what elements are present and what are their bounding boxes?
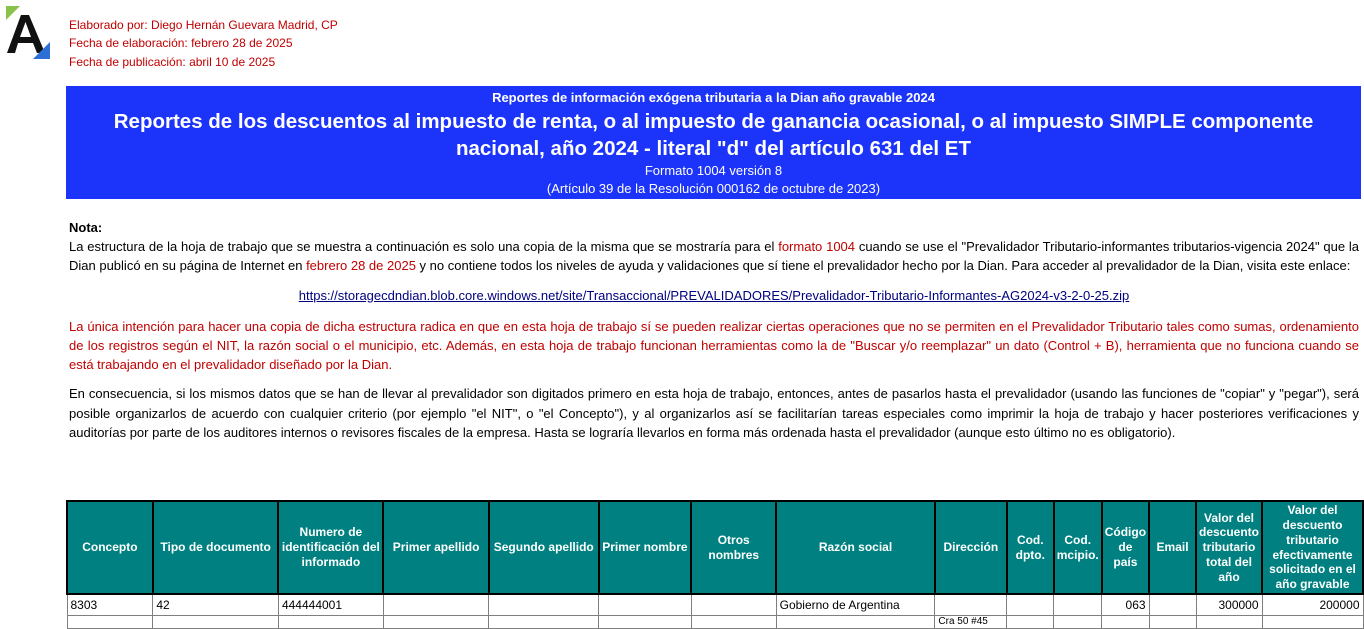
table-cell[interactable]: 200000 <box>1262 594 1363 616</box>
publication-date: Fecha de publicación: abril 10 de 2025 <box>69 54 276 69</box>
prevalidador-link[interactable]: https://storagecdndian.blob.core.windows.net/site/Transaccional/PREVALIDADORES/Prevalidador-Tributario-Informantes-AG2024-v3-2-0-25.zip <box>298 287 1130 303</box>
link-line <box>69 286 1359 305</box>
document-metadata <box>69 16 338 71</box>
table-cell[interactable] <box>489 594 599 616</box>
col-direccion[interactable]: Dirección <box>935 501 1007 594</box>
col-razon-social[interactable]: Razón social <box>776 501 935 594</box>
table-cell[interactable] <box>776 616 935 629</box>
table-cell[interactable] <box>1054 616 1102 629</box>
table-row <box>67 594 1363 616</box>
author-line: Elaborado por: Diego Hernán Guevara Madrid, CP <box>69 18 338 32</box>
note-paragraph-1 <box>69 237 1359 275</box>
table-cell[interactable]: 42 <box>153 594 279 616</box>
col-numero-identificacion[interactable]: Numero de identificación del informado <box>278 501 383 594</box>
table-cell[interactable] <box>599 594 692 616</box>
table-cell[interactable] <box>1054 594 1102 616</box>
col-email[interactable]: Email <box>1149 501 1196 594</box>
table-cell[interactable]: 444444001 <box>278 594 383 616</box>
title-banner <box>66 86 1361 199</box>
table-cell[interactable] <box>599 616 692 629</box>
table-cell[interactable] <box>1149 594 1196 616</box>
col-concepto[interactable]: Concepto <box>67 501 153 594</box>
note-paragraph-2: La única intención para hacer una copia de dicha estructura radica en que en esta hoja de trabajo sí se pueden realizar ciertas operaciones que no se permiten en el Prevalidador Tributario tales como sumas, ordenamiento de los registros según el NIT, la razón social o el municipio, etc. Además, en esta hoja de trabajo funcionan herramientas como la de "Buscar y/o reemplazar" un dato (Control + B), herramienta que no funciona cuando se está trabajando en el prevalidador diseñado por la Dian. <box>69 318 1359 373</box>
format-highlight: formato 1004 <box>778 239 856 255</box>
col-valor-descuento-solicitado[interactable]: Valor del descuento tributario efectivamente solicitado en el año gravable <box>1262 501 1363 594</box>
col-cod-dpto[interactable]: Cod. dpto. <box>1007 501 1054 594</box>
col-codigo-pais[interactable]: Código de país <box>1102 501 1149 594</box>
table-cell[interactable] <box>1007 594 1054 616</box>
table-cell[interactable] <box>67 616 153 629</box>
note-text: cuando se use el "Prevalidador Tributario-informantes tributarios-vigencia 2024" que la Dian publicó en su página de Internet en <box>69 239 1360 274</box>
note-section <box>69 218 1359 442</box>
table-cell[interactable] <box>691 616 776 629</box>
note-text: La estructura de la hoja de trabajo que se muestra a continuación es solo una copia de la misma que se mostraría para el <box>69 239 779 255</box>
note-title: Nota: <box>69 220 103 235</box>
table-cell[interactable] <box>1196 616 1262 629</box>
table-cell[interactable] <box>1262 616 1363 629</box>
table-row <box>67 616 1363 629</box>
table-cell[interactable]: Gobierno de Argentina <box>776 594 935 616</box>
col-primer-apellido[interactable]: Primer apellido <box>383 501 489 594</box>
banner-subtitle: Reportes de información exógena tributaria a la Dian año gravable 2024 <box>492 90 935 105</box>
table-cell[interactable] <box>1102 616 1149 629</box>
col-primer-nombre[interactable]: Primer nombre <box>599 501 692 594</box>
col-otros-nombres[interactable]: Otros nombres <box>691 501 776 594</box>
table-cell[interactable] <box>489 616 599 629</box>
format-version: Formato 1004 versión 8 <box>644 163 783 178</box>
table-cell[interactable] <box>1149 616 1196 629</box>
resolution-reference: (Artículo 39 de la Resolución 000162 de octubre de 2023) <box>546 181 881 196</box>
table-cell[interactable] <box>1007 616 1054 629</box>
table-cell[interactable]: Cra 50 #45 <box>935 616 1007 629</box>
table-cell[interactable] <box>153 616 279 629</box>
table-cell[interactable]: 300000 <box>1196 594 1262 616</box>
col-cod-mcipio[interactable]: Cod. mcipio. <box>1054 501 1102 594</box>
note-paragraph-3: En consecuencia, si los mismos datos que se han de llevar al prevalidador son digitados primero en esta hoja de trabajo, entonces, antes de pasarlos hasta el prevalidador (usando las funciones de "copiar" y "pegar"), será posible organizarlos de acuerdo con cualquier criterio (por ejemplo "el NIT", o "el Concepto"), y al organizarlos así se facilitarían tareas especiales como imprimir la hoja de trabajo y hacer posteriores verificaciones y auditorías por parte de los auditores internos o revisores fiscales de la empresa. Hasta se lograría llevarlos en forma más ordenada hasta el prevalidador (aunque esto último no es obligatorio). <box>69 386 1359 440</box>
table-cell[interactable] <box>935 594 1007 616</box>
table-cell[interactable]: 063 <box>1102 594 1149 616</box>
banner-title: Reportes de los descuentos al impuesto de renta, o al impuesto de ganancia ocasional, o al impuesto SIMPLE componente nacional, año 2024 - literal "d" del artículo 631 del ET <box>113 110 1314 160</box>
table-cell[interactable] <box>691 594 776 616</box>
brand-logo <box>4 6 52 60</box>
col-valor-descuento-total[interactable]: Valor del descuento tributario total del año <box>1196 501 1262 594</box>
table-cell[interactable]: 8303 <box>67 594 153 616</box>
note-text: y no contiene todos los niveles de ayuda y validaciones que sí tiene el prevalidador hecho por la Dian. Para acceder al prevalidador de la Dian, visita este enlace: <box>415 258 1351 274</box>
date-highlight: febrero 28 de 2025 <box>306 258 416 274</box>
table-cell[interactable] <box>383 616 489 629</box>
col-tipo-documento[interactable]: Tipo de documento <box>153 501 279 594</box>
data-table <box>66 500 1364 629</box>
col-segundo-apellido[interactable]: Segundo apellido <box>489 501 599 594</box>
header-row <box>67 501 1363 594</box>
elaboration-date: Fecha de elaboración: febrero 28 de 2025 <box>69 36 293 51</box>
table-cell[interactable] <box>383 594 489 616</box>
table-cell[interactable] <box>278 616 383 629</box>
